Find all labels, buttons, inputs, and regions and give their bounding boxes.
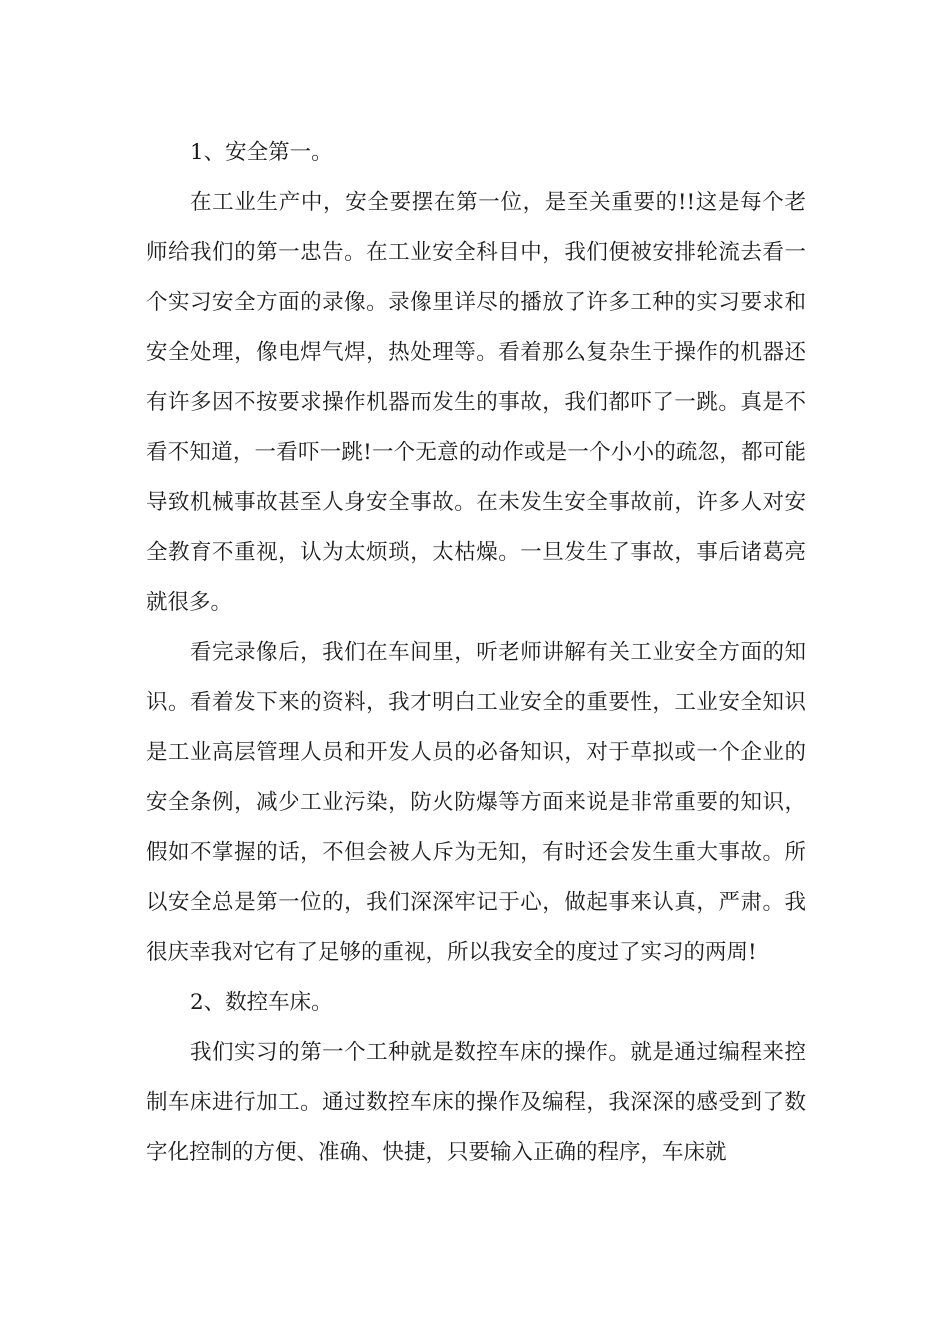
paragraph-cnc-lathe: 我们实习的第一个工种就是数控车床的操作。就是通过编程来控制车床进行加工。通过数控车床的操作及编程，我深深的感受到了数字化控制的方便、准确、快捷，只要输入正确的程序，车床就 [146, 1040, 806, 1165]
document-page [146, 128, 806, 1178]
paragraph-safety-knowledge: 看完录像后，我们在车间里，听老师讲解有关工业安全方面的知识。看着发下来的资料，我才明白工业安全的重要性，工业安全知识是工业高层管理人员和开发人员的必备知识，对于草拟或一个企业的安全条例，减少工业污染，防火防爆等方面来说是非常重要的知识，假如不掌握的话，不但会被人斥为无知，有时还会发生重大事故。所以安全总是第一位的，我们深深牢记于心，做起事来认真，严肃。我很庆幸我对它有了足够的重视，所以我安全的度过了实习的两周! [146, 640, 806, 965]
section-heading-cnc-lathe: 2、数控车床。 [190, 990, 333, 1015]
section-heading-safety: 1、安全第一。 [190, 140, 333, 165]
paragraph-safety-warning: 在工业生产中，安全要摆在第一位，是至关重要的!!这是每个老师给我们的第一忠告。在工业安全科目中，我们便被安排轮流去看一个实习安全方面的录像。录像里详尽的播放了许多工种的实习要求和安全处理，像电焊气焊，热处理等。看着那么复杂生于操作的机器还有许多因不按要求操作机器而发生的事故，我们都吓了一跳。真是不看不知道，一看吓一跳!一个无意的动作或是一个小小的疏忽，都可能导致机械事故甚至人身安全事故。在未发生安全事故前，许多人对安全教育不重视，认为太烦琐，太枯燥。一旦发生了事故，事后诸葛亮就很多。 [146, 190, 806, 615]
